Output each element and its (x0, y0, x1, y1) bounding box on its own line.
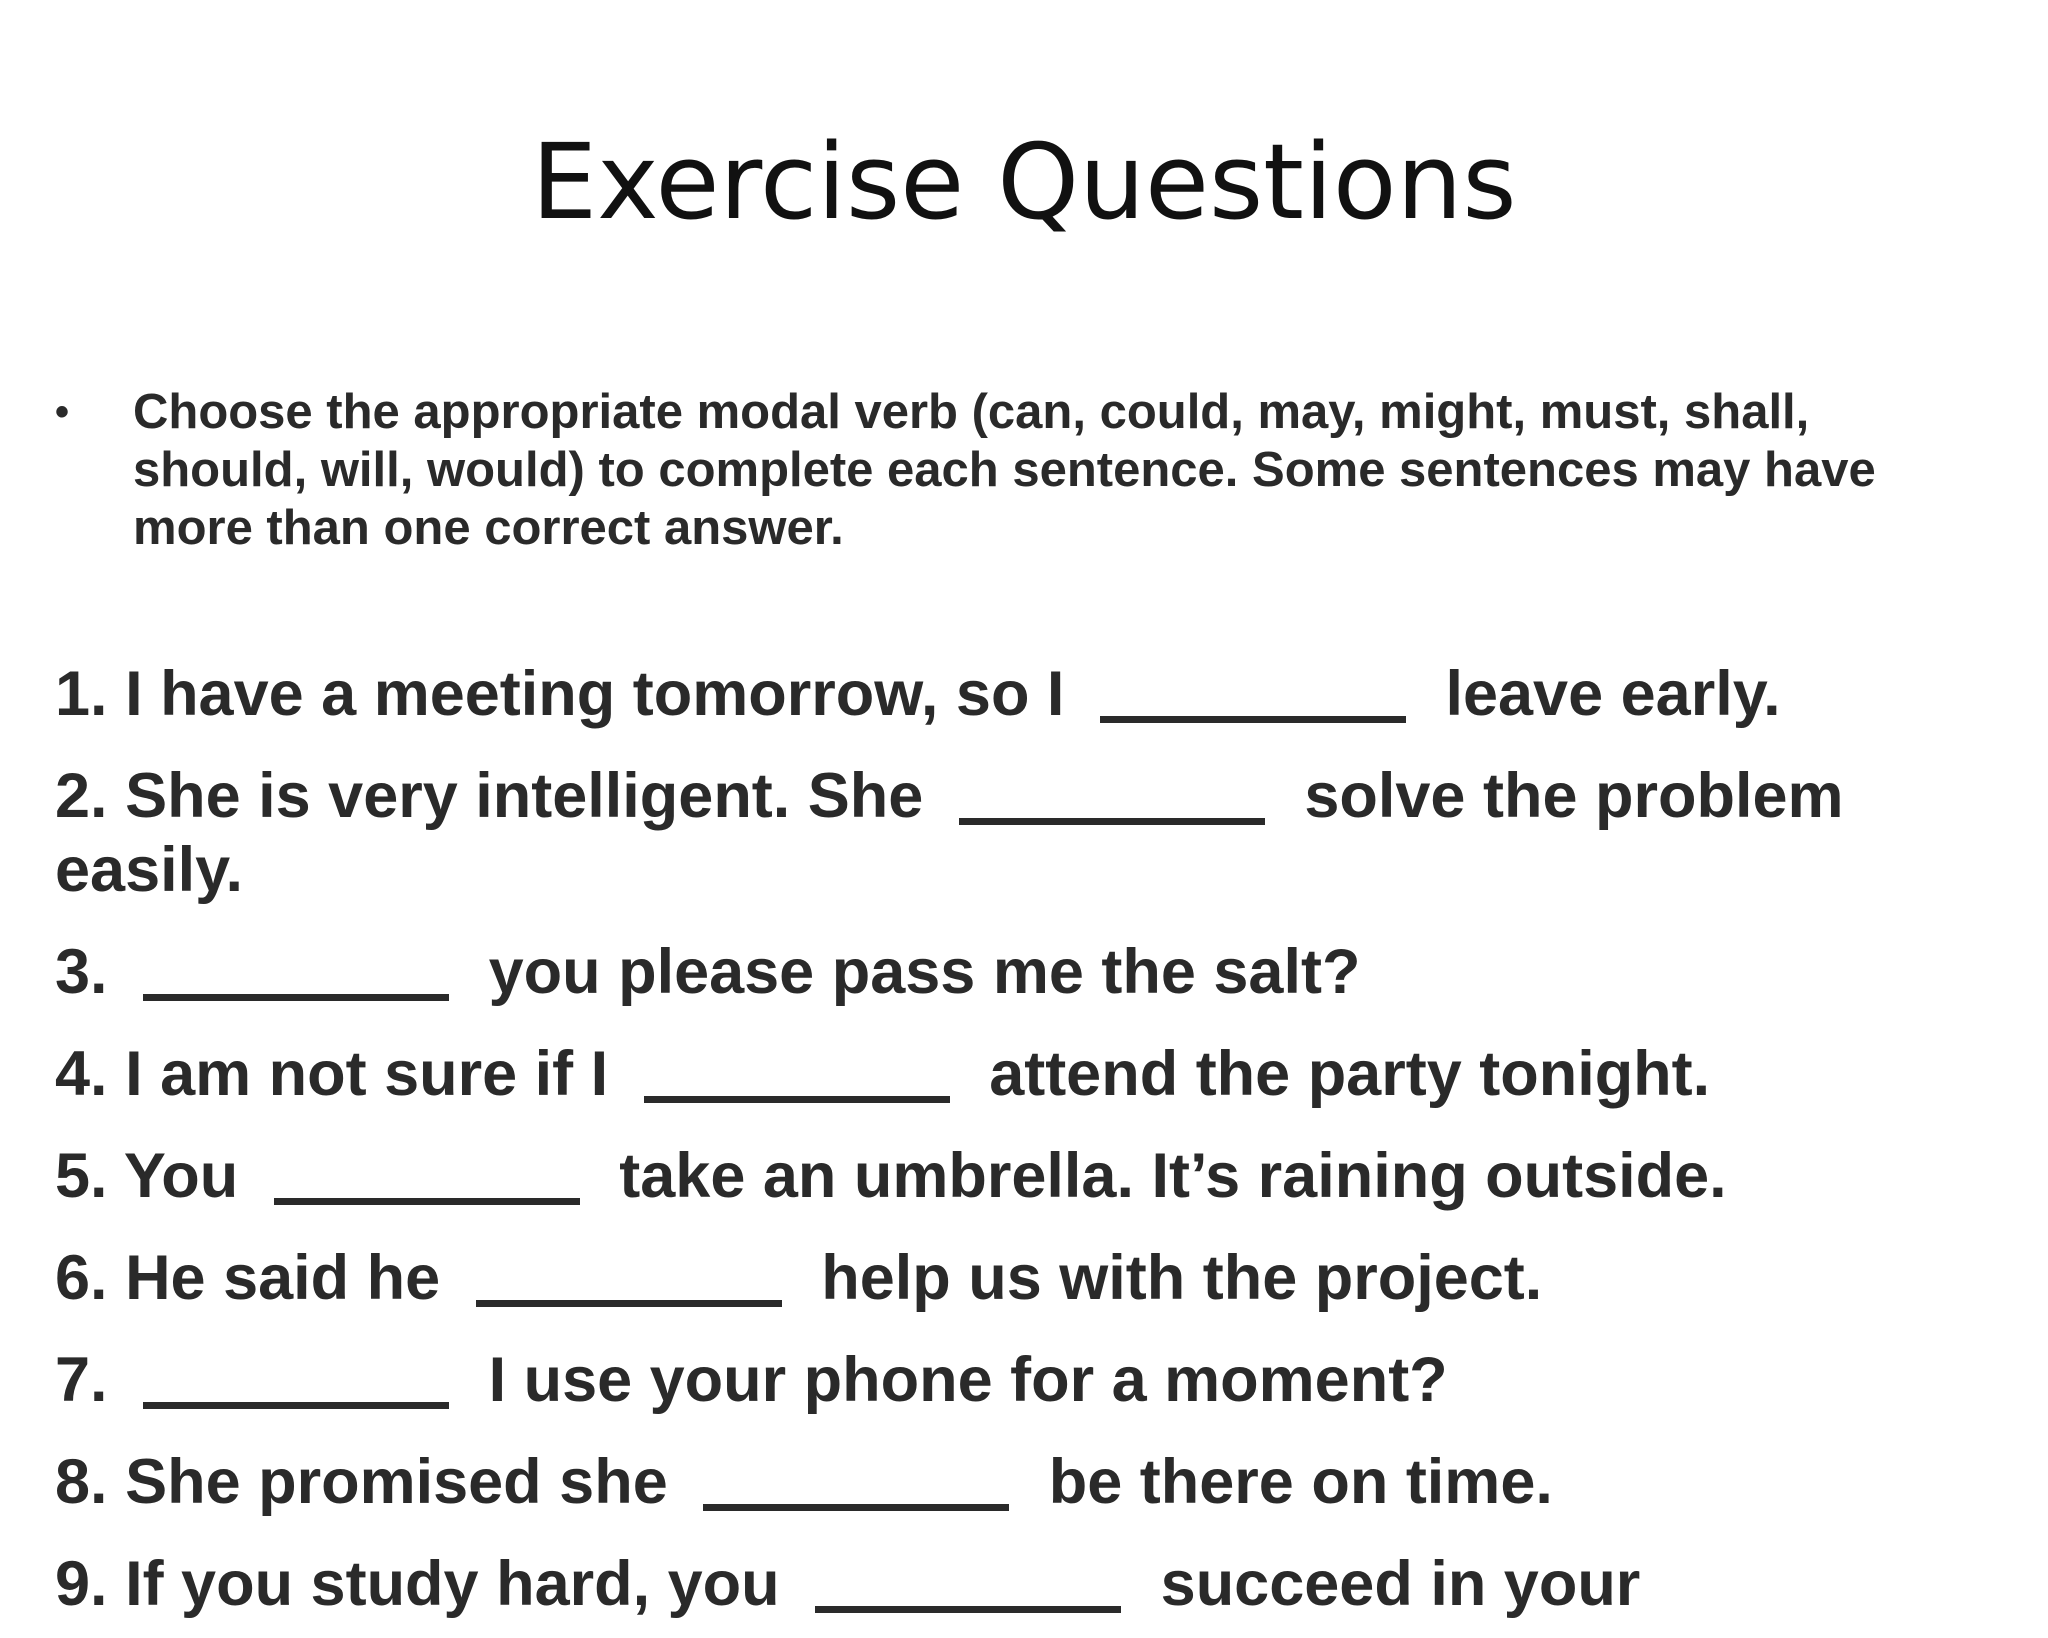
answer-blank (815, 1544, 1121, 1613)
question-number: 6. (55, 1243, 108, 1313)
instruction-bullet-item (55, 383, 1935, 557)
question-2 (55, 748, 1985, 907)
question-5 (55, 1128, 1985, 1213)
question-3 (55, 924, 1985, 1009)
answer-blank (1100, 654, 1406, 723)
question-number: 5. (55, 1141, 108, 1211)
question-text-before-blank: You (123, 1141, 239, 1211)
question-text-after-blank: I use your phone for a moment? (488, 1345, 1448, 1415)
question-number: 7. (55, 1345, 108, 1415)
question-8 (55, 1434, 1985, 1519)
answer-blank (274, 1136, 580, 1205)
question-text-before-blank: I am not sure if I (125, 1039, 609, 1109)
question-1 (55, 646, 1985, 731)
question-number: 9. (55, 1549, 108, 1619)
question-text-before-blank: She promised she (125, 1447, 668, 1517)
answer-blank (959, 756, 1265, 825)
question-text-after-blank: you please pass me the salt? (488, 937, 1361, 1007)
answer-blank (143, 1340, 449, 1409)
question-number: 1. (55, 659, 108, 729)
question-text-after-blank: leave early. (1445, 659, 1781, 729)
question-6 (55, 1230, 1985, 1315)
question-text-before-blank: She is very intelligent. She (125, 761, 924, 831)
question-number: 8. (55, 1447, 108, 1517)
answer-blank (476, 1238, 782, 1307)
question-text-after-blank: solve the problem easily. (55, 761, 1844, 905)
question-number: 4. (55, 1039, 108, 1109)
question-7 (55, 1332, 1985, 1417)
question-number: 2. (55, 761, 108, 831)
question-list (55, 646, 1985, 1638)
question-4 (55, 1026, 1985, 1111)
answer-blank (143, 932, 449, 1001)
question-text-after-blank: be there on time. (1048, 1447, 1553, 1517)
answer-blank (703, 1442, 1009, 1511)
question-number: 3. (55, 937, 108, 1007)
question-text-after-blank: succeed in your (1160, 1549, 1641, 1619)
bullet-icon: • (55, 390, 70, 434)
slide-title: Exercise Questions (531, 121, 1517, 243)
question-text-before-blank: If you study hard, you (125, 1549, 780, 1619)
question-text-after-blank: help us with the project. (821, 1243, 1543, 1313)
question-9 (55, 1536, 1985, 1621)
question-text-after-blank: take an umbrella. It’s raining outside. (619, 1141, 1727, 1211)
answer-blank (644, 1034, 950, 1103)
question-text-before-blank: I have a meeting tomorrow, so I (125, 659, 1065, 729)
instruction-text: Choose the appropriate modal verb (can, could, may, might, must, shall, should, will, would) to complete each sentence. Some sentences may have more than one correct answer. (133, 385, 1876, 555)
question-text-after-blank: attend the party tonight. (989, 1039, 1711, 1109)
question-text-before-blank: He said he (125, 1243, 441, 1313)
